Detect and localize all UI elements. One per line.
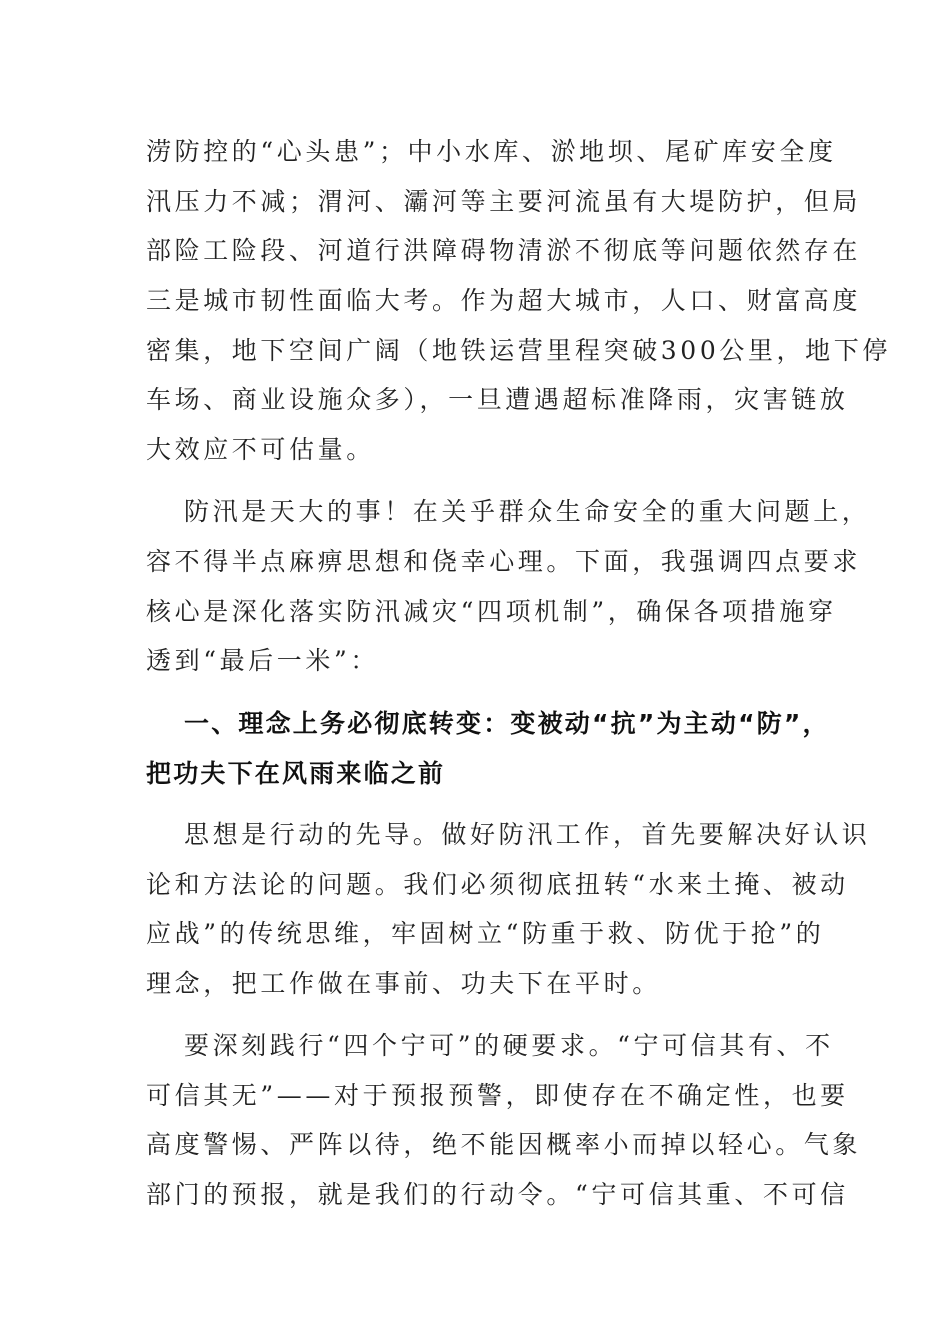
paragraph-line: 论和方法论的问题。我们必须彻底扭转“水来土掩、被动 bbox=[146, 870, 849, 899]
paragraph-line: 透到“最后一米”： bbox=[146, 646, 379, 675]
paragraph-line: 核心是深化落实防汛减灾“四项机制”，确保各项措施穿 bbox=[146, 597, 837, 626]
paragraph-line: 车场、商业设施众多），一旦遭遇超标准降雨，灾害链放 bbox=[146, 385, 849, 414]
paragraph-line: 可信其无”——对于预报预警，即使存在不确定性，也要 bbox=[146, 1081, 849, 1110]
paragraph-line: 三是城市韧性面临大考。作为超大城市，人口、财富高度 bbox=[146, 286, 862, 315]
paragraph-line: 涝防控的“心头患”；中小水库、淤地坝、尾矿库安全度 bbox=[146, 137, 837, 166]
paragraph-line: 理念，把工作做在事前、功夫下在平时。 bbox=[146, 969, 661, 998]
paragraph-line: 思想是行动的先导。做好防汛工作，首先要解决好认识 bbox=[184, 820, 871, 849]
section-heading-line: 把功夫下在风雨来临之前 bbox=[146, 759, 446, 788]
paragraph-line: 部险工险段、河道行洪障碍物清淤不彻底等问题依然存在 bbox=[146, 236, 862, 265]
paragraph-line: 部门的预报，就是我们的行动令。“宁可信其重、不可信 bbox=[146, 1180, 849, 1209]
paragraph-line: 要深刻践行“四个宁可”的硬要求。“宁可信其有、不 bbox=[184, 1031, 834, 1060]
paragraph-line: 防汛是天大的事！在关乎群众生命安全的重大问题上， bbox=[184, 497, 871, 526]
section-heading-line: 一、理念上务必彻底转变：变被动“抗”为主动“防”， bbox=[184, 709, 830, 738]
paragraph-line: 汛压力不减；渭河、灞河等主要河流虽有大堤防护，但局 bbox=[146, 187, 862, 216]
paragraph-line: 密集，地下空间广阔（地铁运营里程突破300公里，地下停 bbox=[146, 336, 891, 365]
paragraph-line: 容不得半点麻痹思想和侥幸心理。下面，我强调四点要求 bbox=[146, 547, 862, 576]
paragraph-line: 高度警惕、严阵以待，绝不能因概率小而掉以轻心。气象 bbox=[146, 1130, 862, 1159]
paragraph-line: 应战”的传统思维，牢固树立“防重于救、防优于抢”的 bbox=[146, 919, 825, 948]
paragraph-line: 大效应不可估量。 bbox=[146, 435, 375, 464]
